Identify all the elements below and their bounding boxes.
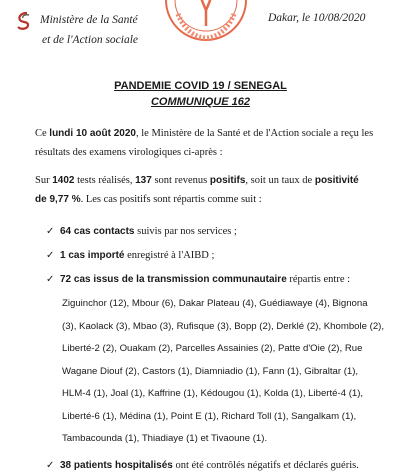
official-seal-icon: [160, 0, 252, 54]
positives-count: 137: [135, 175, 152, 186]
intro-day: lundi 10 août 2020: [49, 128, 136, 139]
check-icon: ✓: [46, 460, 55, 471]
localities-list: [62, 293, 392, 451]
positivity-word: positivité: [314, 175, 359, 186]
stats-text: tests réalisés,: [74, 175, 136, 186]
bullet-bold: 64 cas contacts: [60, 226, 135, 237]
bullet-contact-cases: [46, 222, 237, 241]
localities-line: Liberté-2 (2), Ouakam (2), Parcelles Assainies (2), Patte d'Oie (2), Rue: [62, 343, 363, 354]
ministry-name-line2: et de l'Action sociale: [42, 34, 139, 46]
localities-line: Ziguinchor (12), Mbour (6), Dakar Plateau (4), Guédiawaye (4), Bignona: [62, 298, 368, 309]
positifs-word: positifs: [209, 175, 246, 186]
document-title: PANDEMIE COVID 19 / SENEGAL: [114, 80, 287, 92]
bullet-text: enregistré à l'AIBD ;: [124, 250, 215, 261]
localities-line: Liberté-6 (1), Médina (1), Point E (1), Richard Toll (1), Sangalkam (1),: [62, 410, 357, 422]
check-icon: ✓: [46, 274, 55, 285]
bullet-bold: 1 cas importé: [60, 250, 125, 261]
stats-paragraph: [35, 171, 385, 209]
bullet-imported-case: [46, 246, 214, 265]
stats-text: Sur: [35, 175, 53, 186]
intro-text-rest: , le Ministère de la Santé et de l'Action sociale a reçu les résultats des examens virologiques ci-après :: [35, 128, 374, 158]
intro-paragraph: [35, 124, 385, 162]
ministry-name: Ministère de la Santé: [40, 14, 138, 26]
stats-text: , soit un taux de: [245, 175, 315, 186]
ministry-header: [40, 10, 138, 50]
bullet-community-cases: [46, 270, 350, 289]
localities-line: (3), Kaolack (3), Mbao (3), Rufisque (3), Bopp (2), Derklé (2), Khombole (2),: [62, 320, 385, 332]
check-icon: ✓: [46, 226, 55, 237]
document-subtitle: COMMUNIQUE 162: [150, 96, 251, 108]
ministry-logo-icon: [16, 11, 32, 31]
intro-text: Ce: [35, 128, 50, 139]
positivity-rate: 9,77 %: [49, 194, 81, 205]
stats-text: sont revenus: [151, 175, 210, 186]
localities-line: Wagane Diouf (2), Castors (1), Diamniadio (1), Fann (1), Gibraltar (1),: [62, 365, 359, 377]
localities-line: Tambacounda (1), Thiadiaye (1) et Tivaoune (1).: [62, 433, 268, 444]
check-icon: ✓: [46, 250, 55, 261]
tests-count: 1402: [52, 175, 75, 186]
bullet-text: répartis entre :: [286, 274, 351, 285]
stats-text: . Les cas positifs sont répartis comme suit :: [80, 194, 262, 205]
document-date: Dakar, le 10/08/2020: [268, 12, 366, 24]
bullet-bold: 72 cas issus de la transmission communautaire: [60, 274, 287, 285]
bullet-text: ont été contrôlés négatifs et déclarés guéris.: [172, 460, 359, 471]
stats-text: de: [35, 194, 50, 205]
localities-line: HLM-4 (1), Joal (1), Kaffrine (1), Kédougou (1), Kolda (1), Liberté-4 (1),: [62, 388, 364, 399]
bullet-text: suivis par nos services ;: [134, 226, 237, 237]
bullet-bold: 38 patients hospitalisés: [60, 460, 173, 471]
bullet-recovered: [46, 456, 359, 475]
